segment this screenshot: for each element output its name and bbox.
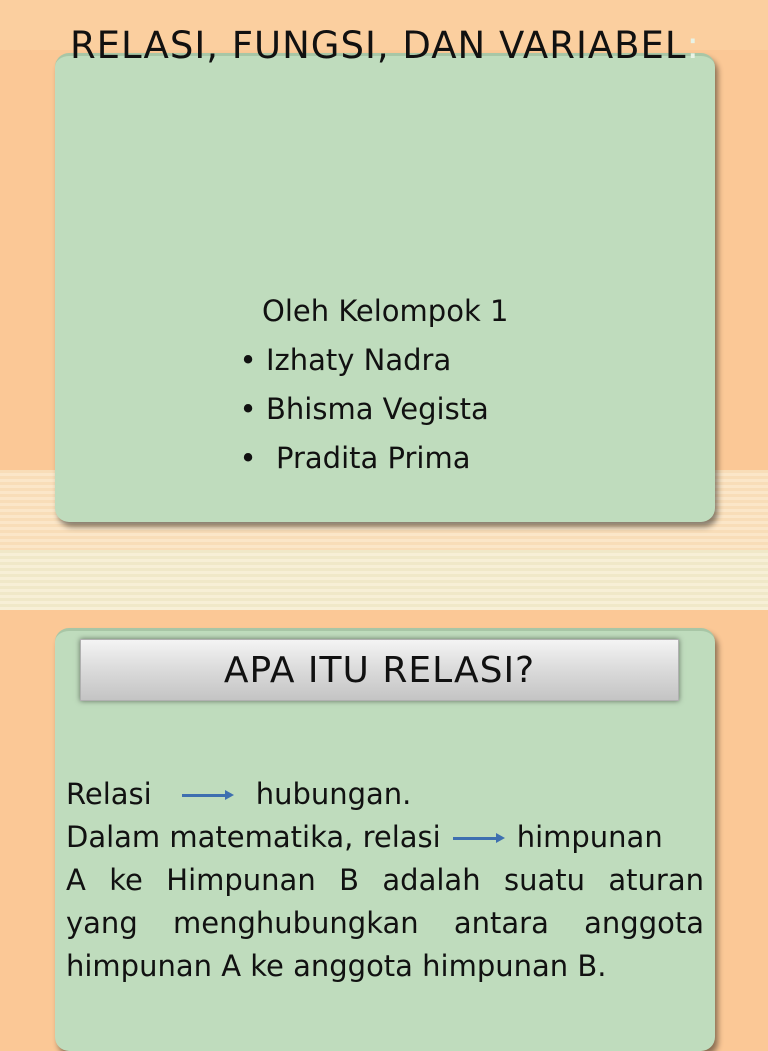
member-item <box>230 336 550 385</box>
bullet-icon: • <box>239 392 257 426</box>
slide-title-colon: : <box>686 24 701 67</box>
member-item <box>230 434 550 483</box>
arrow-right-icon <box>453 832 505 844</box>
slide-title-text: RELASI, FUNGSI, DAN VARIABEL <box>69 24 687 67</box>
group-members <box>230 287 550 483</box>
arrow-right-icon <box>182 789 234 801</box>
member-name: Izhaty Nadra <box>266 343 452 377</box>
definition-start: Dalam matematika, relasi <box>66 820 441 854</box>
group-label: Oleh Kelompok 1 <box>262 294 509 328</box>
definition-line: yang menghubungkan antara anggota <box>66 906 704 940</box>
bullet-icon: • <box>239 343 257 377</box>
definition-text <box>66 773 704 988</box>
term-meaning: hubungan. <box>255 777 412 811</box>
member-name: Bhisma Vegista <box>266 392 489 426</box>
definition-line <box>66 816 704 859</box>
slide-title <box>60 22 710 70</box>
definition-line: himpunan A ke anggota himpunan B. <box>66 949 607 983</box>
background-stripe <box>0 550 768 610</box>
member-name: Pradita Prima <box>276 441 471 475</box>
slide-heading: APA ITU RELASI? <box>80 639 679 701</box>
definition-continued: himpunan <box>516 820 663 854</box>
definition-line: A ke Himpunan B adalah suatu aturan <box>66 863 704 897</box>
term-label: Relasi <box>66 777 152 811</box>
member-item <box>230 385 550 434</box>
bullet-icon: • <box>239 441 257 475</box>
definition-line <box>66 773 704 816</box>
